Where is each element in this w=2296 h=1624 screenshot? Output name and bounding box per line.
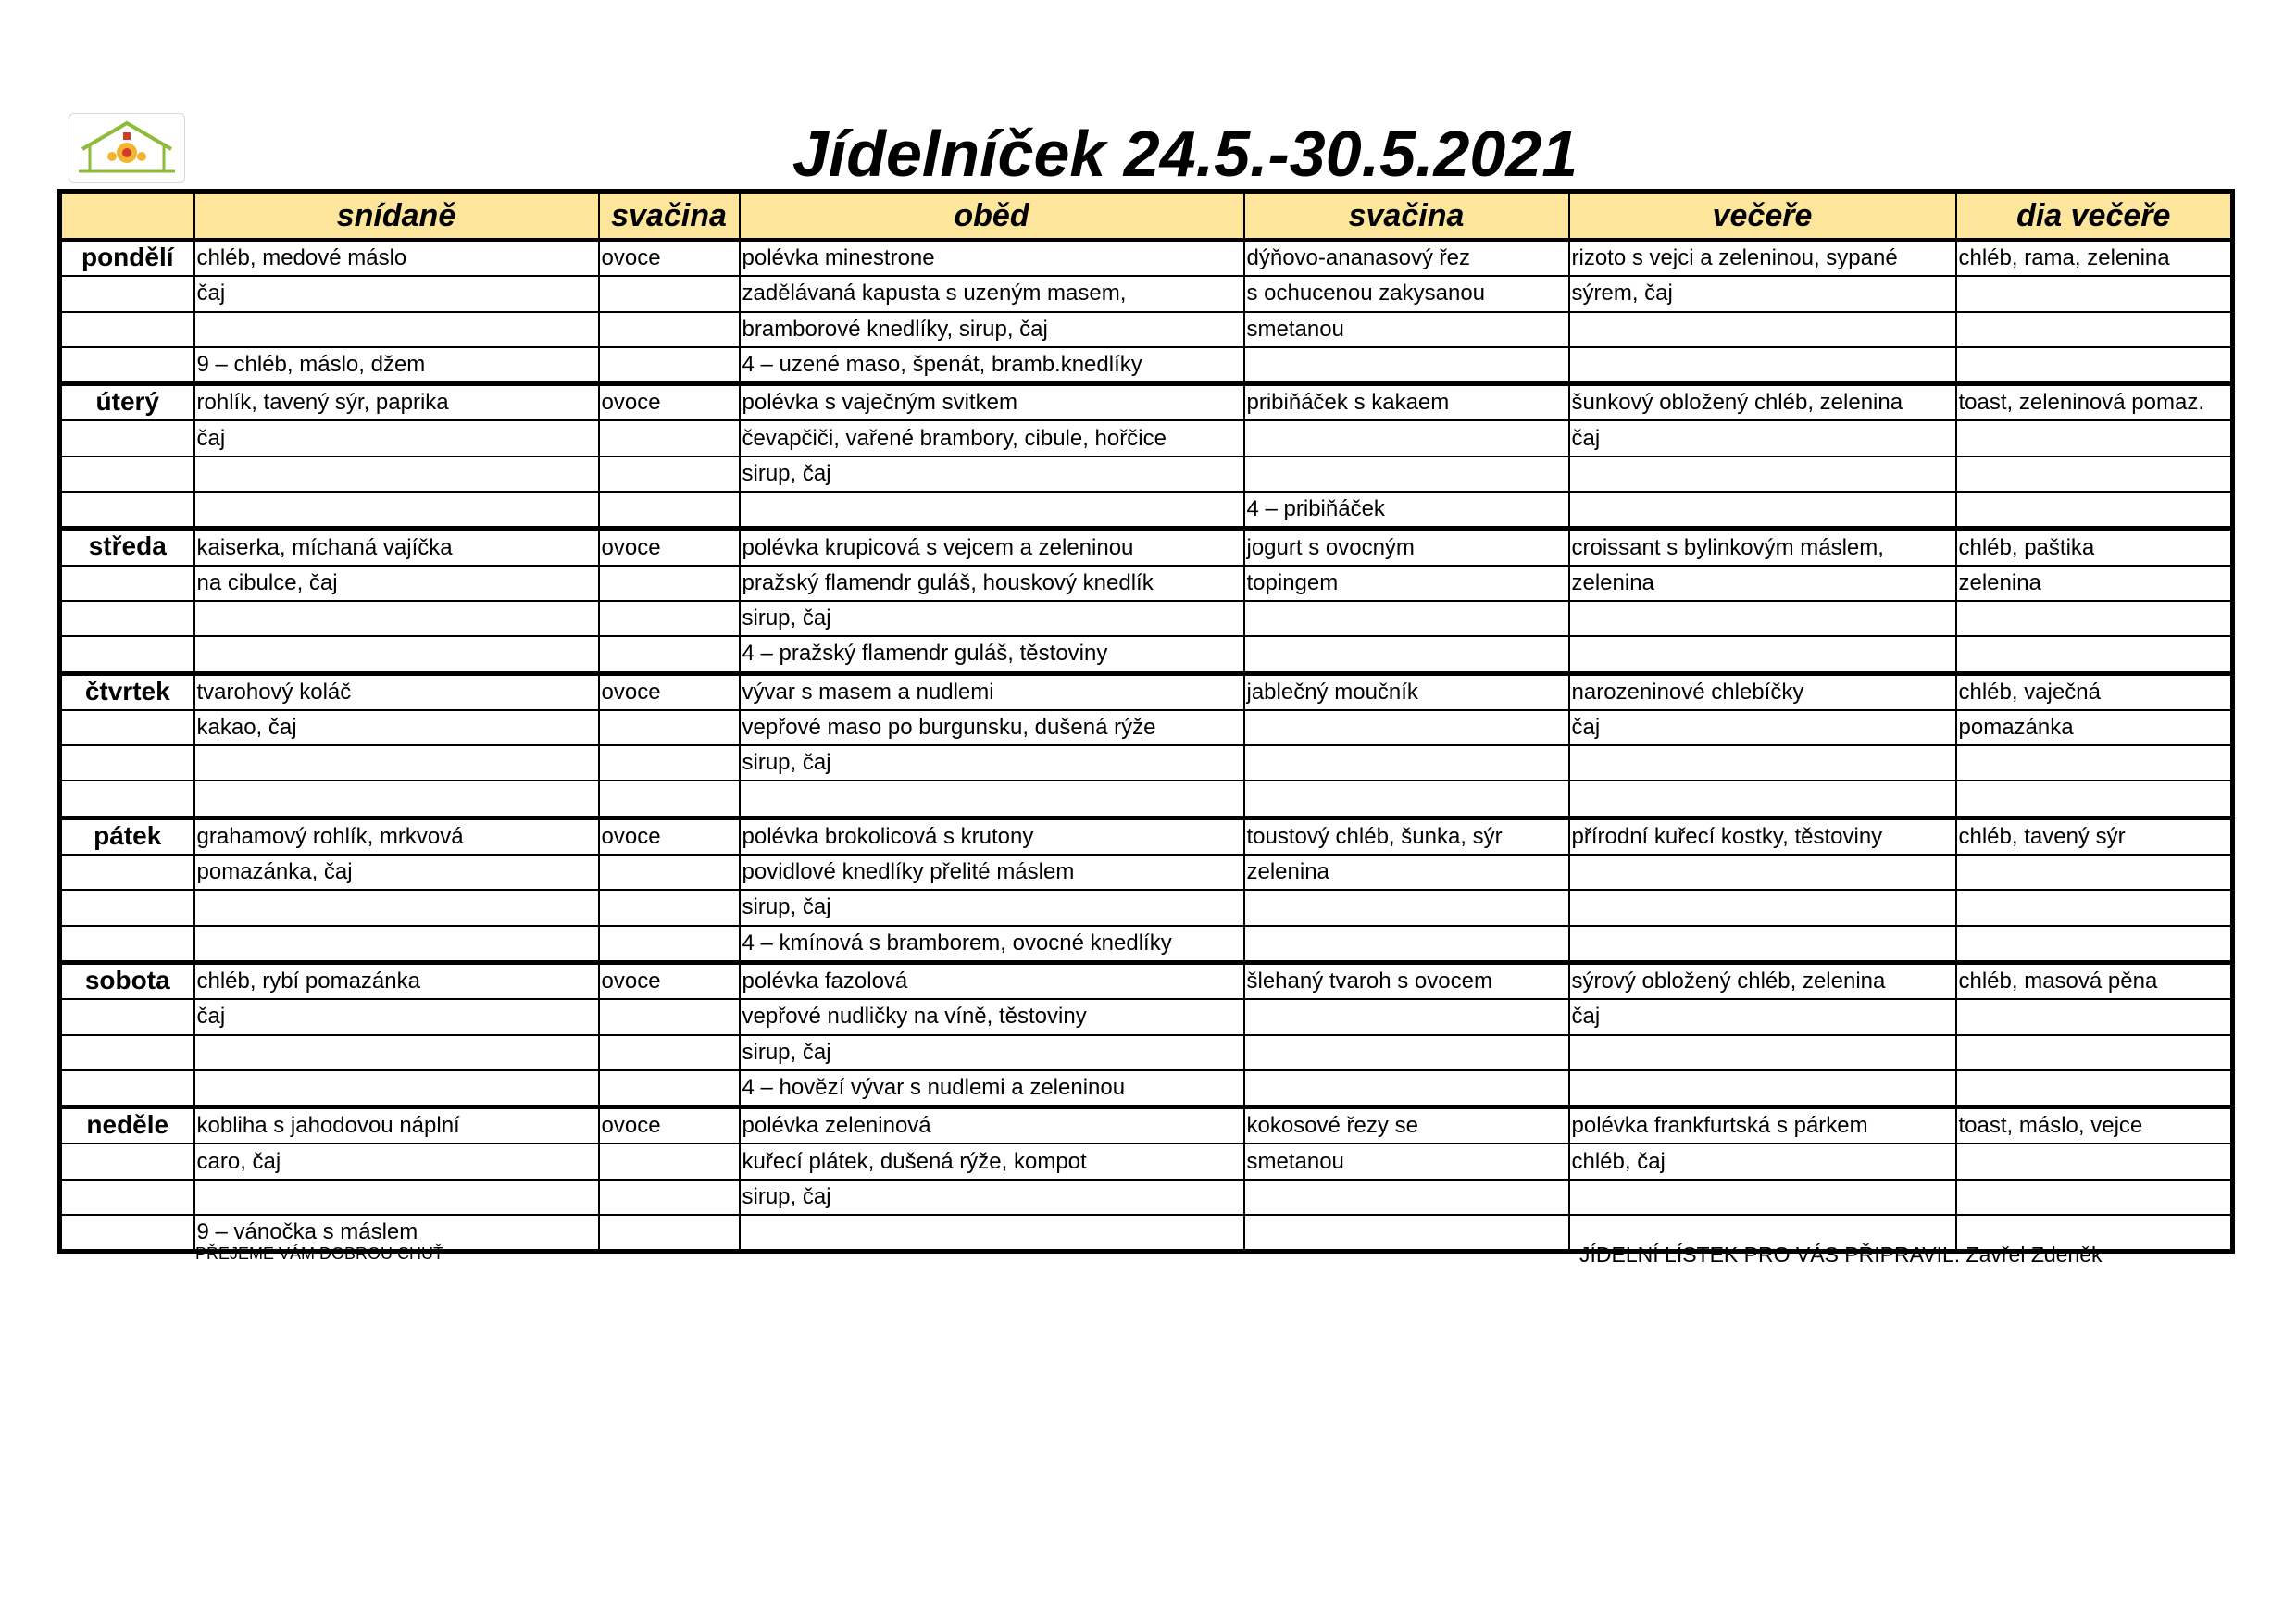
day-cell bbox=[60, 1070, 194, 1107]
meal-cell: chléb, paštika bbox=[1956, 529, 2233, 566]
day-cell bbox=[60, 1180, 194, 1215]
table-row bbox=[60, 781, 2233, 818]
meal-cell: kokosové řezy se bbox=[1244, 1107, 1569, 1144]
meal-cell: polévka fazolová bbox=[740, 962, 1244, 999]
meal-cell: čaj bbox=[1569, 999, 1956, 1034]
day-cell bbox=[60, 1143, 194, 1179]
meal-cell: sirup, čaj bbox=[740, 601, 1244, 636]
meal-cell: přírodní kuřecí kostky, těstoviny bbox=[1569, 818, 1956, 855]
column-header-day bbox=[60, 192, 194, 241]
day-cell bbox=[60, 312, 194, 347]
meal-cell: s ochucenou zakysanou bbox=[1244, 276, 1569, 311]
table-row bbox=[60, 745, 2233, 781]
meal-cell bbox=[599, 636, 740, 673]
meal-cell: 9 – vánočka s máslem bbox=[194, 1215, 599, 1252]
meal-cell: bramborové knedlíky, sirup, čaj bbox=[740, 312, 1244, 347]
meal-cell bbox=[1956, 926, 2233, 963]
meal-cell: čaj bbox=[194, 420, 599, 456]
meal-cell bbox=[1956, 276, 2233, 311]
meal-cell: ovoce bbox=[599, 1107, 740, 1144]
meal-cell bbox=[599, 492, 740, 529]
meal-cell bbox=[1569, 456, 1956, 492]
meal-cell: polévka zeleninová bbox=[740, 1107, 1244, 1144]
meal-cell bbox=[1569, 1035, 1956, 1070]
meal-cell bbox=[599, 456, 740, 492]
table-row bbox=[60, 890, 2233, 925]
table-row bbox=[60, 1180, 2233, 1215]
meal-cell bbox=[1569, 1070, 1956, 1107]
day-cell bbox=[60, 601, 194, 636]
meal-cell bbox=[599, 1215, 740, 1252]
meal-cell: grahamový rohlík, mrkvová bbox=[194, 818, 599, 855]
meal-cell bbox=[1244, 636, 1569, 673]
meal-cell bbox=[1244, 999, 1569, 1034]
meal-cell bbox=[1956, 745, 2233, 781]
meal-cell bbox=[599, 601, 740, 636]
meal-cell bbox=[599, 347, 740, 384]
meal-cell: 4 – kmínová s bramborem, ovocné knedlíky bbox=[740, 926, 1244, 963]
column-header-breakfast: snídaně bbox=[194, 192, 599, 241]
meal-cell: pražský flamendr guláš, houskový knedlík bbox=[740, 566, 1244, 601]
meal-cell: chléb, rama, zelenina bbox=[1956, 240, 2233, 276]
meal-cell bbox=[1244, 1035, 1569, 1070]
meal-plan-body bbox=[60, 240, 2233, 1252]
table-row bbox=[60, 818, 2233, 855]
meal-cell: pribiňáček s kakaem bbox=[1244, 384, 1569, 421]
day-cell bbox=[60, 999, 194, 1034]
meal-cell bbox=[1244, 745, 1569, 781]
meal-cell: sirup, čaj bbox=[740, 456, 1244, 492]
meal-cell bbox=[599, 1180, 740, 1215]
day-cell bbox=[60, 1035, 194, 1070]
meal-cell: chléb, tavený sýr bbox=[1956, 818, 2233, 855]
meal-cell bbox=[1956, 999, 2233, 1034]
meal-cell: sýrem, čaj bbox=[1569, 276, 1956, 311]
meal-cell: 4 – pribiňáček bbox=[1244, 492, 1569, 529]
meal-cell bbox=[1244, 601, 1569, 636]
meal-cell bbox=[1956, 347, 2233, 384]
meal-cell: toast, zeleninová pomaz. bbox=[1956, 384, 2233, 421]
meal-cell bbox=[1569, 1180, 1956, 1215]
meal-cell bbox=[1956, 890, 2233, 925]
meal-cell bbox=[194, 781, 599, 818]
table-row bbox=[60, 926, 2233, 963]
meal-cell: croissant s bylinkovým máslem, bbox=[1569, 529, 1956, 566]
meal-cell bbox=[194, 456, 599, 492]
meal-cell bbox=[1244, 890, 1569, 925]
meal-cell bbox=[1244, 926, 1569, 963]
meal-cell bbox=[1956, 855, 2233, 890]
meal-cell bbox=[599, 276, 740, 311]
day-cell bbox=[60, 926, 194, 963]
meal-cell bbox=[1244, 347, 1569, 384]
meal-cell: zelenina bbox=[1569, 566, 1956, 601]
meal-cell: zadělávaná kapusta s uzeným masem, bbox=[740, 276, 1244, 311]
meal-cell bbox=[1956, 781, 2233, 818]
meal-cell: smetanou bbox=[1244, 1143, 1569, 1179]
meal-cell: čevapčiči, vařené brambory, cibule, hořčice bbox=[740, 420, 1244, 456]
meal-cell: tvarohový koláč bbox=[194, 673, 599, 710]
table-row bbox=[60, 529, 2233, 566]
meal-cell bbox=[1244, 781, 1569, 818]
meal-cell: toustový chléb, šunka, sýr bbox=[1244, 818, 1569, 855]
meal-cell bbox=[194, 1180, 599, 1215]
table-row bbox=[60, 673, 2233, 710]
meal-cell bbox=[599, 781, 740, 818]
meal-cell: kaiserka, míchaná vajíčka bbox=[194, 529, 599, 566]
meal-cell: toast, máslo, vejce bbox=[1956, 1107, 2233, 1144]
meal-cell: zelenina bbox=[1956, 566, 2233, 601]
meal-cell: ovoce bbox=[599, 962, 740, 999]
meal-cell bbox=[1956, 1070, 2233, 1107]
footer-greeting: PŘEJEME VÁM DOBROU CHUŤ bbox=[195, 1244, 444, 1263]
meal-cell bbox=[1569, 926, 1956, 963]
meal-cell: čaj bbox=[194, 276, 599, 311]
meal-cell: polévka s vaječným svitkem bbox=[740, 384, 1244, 421]
meal-cell: zelenina bbox=[1244, 855, 1569, 890]
meal-cell bbox=[1569, 492, 1956, 529]
meal-cell: vepřové maso po burgunsku, dušená rýže bbox=[740, 710, 1244, 745]
meal-cell: povidlové knedlíky přelité máslem bbox=[740, 855, 1244, 890]
meal-cell: jogurt s ovocným bbox=[1244, 529, 1569, 566]
table-row bbox=[60, 601, 2233, 636]
meal-cell: dýňovo-ananasový řez bbox=[1244, 240, 1569, 276]
column-header-diabetic-dinner: dia večeře bbox=[1956, 192, 2233, 241]
meal-cell bbox=[194, 1035, 599, 1070]
day-name: čtvrtek bbox=[60, 673, 194, 710]
table-row bbox=[60, 999, 2233, 1034]
meal-cell bbox=[194, 312, 599, 347]
meal-cell: vepřové nudličky na víně, těstoviny bbox=[740, 999, 1244, 1034]
meal-cell bbox=[1956, 420, 2233, 456]
meal-cell: 9 – chléb, máslo, džem bbox=[194, 347, 599, 384]
meal-cell bbox=[1956, 492, 2233, 529]
meal-cell: rizoto s vejci a zeleninou, sypané bbox=[1569, 240, 1956, 276]
meal-cell bbox=[1244, 1215, 1569, 1252]
day-cell bbox=[60, 855, 194, 890]
meal-cell bbox=[1569, 636, 1956, 673]
meal-cell bbox=[1956, 1035, 2233, 1070]
day-name: úterý bbox=[60, 384, 194, 421]
meal-cell bbox=[1569, 347, 1956, 384]
meal-cell: 4 – pražský flamendr guláš, těstoviny bbox=[740, 636, 1244, 673]
meal-cell bbox=[194, 745, 599, 781]
meal-cell: chléb, čaj bbox=[1569, 1143, 1956, 1179]
table-row bbox=[60, 347, 2233, 384]
meal-cell: polévka krupicová s vejcem a zeleninou bbox=[740, 529, 1244, 566]
day-cell bbox=[60, 566, 194, 601]
meal-cell: chléb, vaječná bbox=[1956, 673, 2233, 710]
table-row bbox=[60, 566, 2233, 601]
meal-cell: caro, čaj bbox=[194, 1143, 599, 1179]
meal-cell: smetanou bbox=[1244, 312, 1569, 347]
table-row bbox=[60, 384, 2233, 421]
meal-cell: ovoce bbox=[599, 818, 740, 855]
table-row bbox=[60, 240, 2233, 276]
day-name: neděle bbox=[60, 1107, 194, 1144]
meal-cell bbox=[1956, 312, 2233, 347]
day-name: pátek bbox=[60, 818, 194, 855]
meal-cell bbox=[1956, 636, 2233, 673]
meal-cell bbox=[599, 999, 740, 1034]
column-header-morning-snack: svačina bbox=[599, 192, 740, 241]
meal-cell: 4 – uzené maso, špenát, bramb.knedlíky bbox=[740, 347, 1244, 384]
meal-cell: vývar s masem a nudlemi bbox=[740, 673, 1244, 710]
meal-cell: sirup, čaj bbox=[740, 1035, 1244, 1070]
meal-cell bbox=[599, 1035, 740, 1070]
meal-cell bbox=[194, 890, 599, 925]
meal-cell bbox=[1569, 890, 1956, 925]
table-row bbox=[60, 636, 2233, 673]
meal-cell: ovoce bbox=[599, 673, 740, 710]
meal-cell: topingem bbox=[1244, 566, 1569, 601]
meal-cell bbox=[1956, 1143, 2233, 1179]
table-row bbox=[60, 456, 2233, 492]
meal-cell bbox=[599, 745, 740, 781]
meal-cell: narozeninové chlebíčky bbox=[1569, 673, 1956, 710]
meal-cell: rohlík, tavený sýr, paprika bbox=[194, 384, 599, 421]
meal-cell bbox=[1569, 781, 1956, 818]
meal-cell bbox=[1569, 745, 1956, 781]
meal-cell bbox=[1569, 312, 1956, 347]
day-name: sobota bbox=[60, 962, 194, 999]
meal-cell: ovoce bbox=[599, 240, 740, 276]
header-row bbox=[60, 192, 2233, 241]
meal-cell bbox=[1569, 601, 1956, 636]
table-row bbox=[60, 1143, 2233, 1179]
meal-cell bbox=[194, 636, 599, 673]
meal-cell bbox=[1956, 456, 2233, 492]
table-row bbox=[60, 1035, 2233, 1070]
meal-cell: čaj bbox=[1569, 420, 1956, 456]
meal-cell bbox=[1956, 601, 2233, 636]
meal-cell bbox=[599, 1070, 740, 1107]
meal-cell bbox=[599, 890, 740, 925]
table-row bbox=[60, 420, 2233, 456]
meal-cell: šlehaný tvaroh s ovocem bbox=[1244, 962, 1569, 999]
table-row bbox=[60, 710, 2233, 745]
meal-cell: sirup, čaj bbox=[740, 1180, 1244, 1215]
meal-cell bbox=[194, 601, 599, 636]
meal-cell bbox=[194, 1070, 599, 1107]
meal-cell: sirup, čaj bbox=[740, 890, 1244, 925]
meal-cell: chléb, medové máslo bbox=[194, 240, 599, 276]
day-cell bbox=[60, 1215, 194, 1252]
meal-plan-table bbox=[57, 189, 2235, 1254]
day-cell bbox=[60, 456, 194, 492]
meal-cell bbox=[599, 566, 740, 601]
meal-cell bbox=[599, 855, 740, 890]
meal-cell: 4 – hovězí vývar s nudlemi a zeleninou bbox=[740, 1070, 1244, 1107]
meal-cell bbox=[599, 1143, 740, 1179]
footer-author: JÍDELNÍ LÍSTEK PRO VÁS PŘIPRAVIL: Zavřel Zdeněk bbox=[1579, 1243, 2103, 1267]
meal-cell: čaj bbox=[1569, 710, 1956, 745]
meal-cell bbox=[194, 926, 599, 963]
meal-cell: chléb, rybí pomazánka bbox=[194, 962, 599, 999]
meal-cell bbox=[599, 312, 740, 347]
meal-cell bbox=[599, 420, 740, 456]
meal-cell bbox=[1244, 456, 1569, 492]
meal-cell: šunkový obložený chléb, zelenina bbox=[1569, 384, 1956, 421]
meal-cell: kuřecí plátek, dušená rýže, kompot bbox=[740, 1143, 1244, 1179]
day-cell bbox=[60, 710, 194, 745]
meal-cell: ovoce bbox=[599, 384, 740, 421]
meal-cell bbox=[599, 926, 740, 963]
meal-cell bbox=[1244, 420, 1569, 456]
meal-cell: pomazánka, čaj bbox=[194, 855, 599, 890]
page-title: Jídelníček 24.5.-30.5.2021 bbox=[792, 118, 1578, 190]
meal-cell: pomazánka bbox=[1956, 710, 2233, 745]
table-row bbox=[60, 492, 2233, 529]
meal-cell bbox=[1569, 855, 1956, 890]
meal-cell: polévka minestrone bbox=[740, 240, 1244, 276]
table-row bbox=[60, 312, 2233, 347]
meal-cell: ovoce bbox=[599, 529, 740, 566]
day-name: pondělí bbox=[60, 240, 194, 276]
meal-cell bbox=[1244, 1070, 1569, 1107]
day-name: středa bbox=[60, 529, 194, 566]
day-cell bbox=[60, 745, 194, 781]
meal-cell: polévka brokolicová s krutony bbox=[740, 818, 1244, 855]
column-header-afternoon-snack: svačina bbox=[1244, 192, 1569, 241]
meal-cell: kakao, čaj bbox=[194, 710, 599, 745]
meal-cell bbox=[1244, 1180, 1569, 1215]
meal-cell: chléb, masová pěna bbox=[1956, 962, 2233, 999]
meal-cell bbox=[194, 492, 599, 529]
table-row bbox=[60, 962, 2233, 999]
meal-cell bbox=[740, 1215, 1244, 1252]
meal-cell: kobliha s jahodovou náplní bbox=[194, 1107, 599, 1144]
meal-cell: polévka frankfurtská s párkem bbox=[1569, 1107, 1956, 1144]
day-cell bbox=[60, 347, 194, 384]
meal-cell bbox=[740, 492, 1244, 529]
meal-cell bbox=[1244, 710, 1569, 745]
meal-cell bbox=[1956, 1180, 2233, 1215]
meal-cell: čaj bbox=[194, 999, 599, 1034]
day-cell bbox=[60, 890, 194, 925]
column-header-dinner: večeře bbox=[1569, 192, 1956, 241]
table-row bbox=[60, 1107, 2233, 1144]
day-cell bbox=[60, 636, 194, 673]
day-cell bbox=[60, 276, 194, 311]
day-cell bbox=[60, 492, 194, 529]
meal-cell bbox=[740, 781, 1244, 818]
day-cell bbox=[60, 781, 194, 818]
day-cell bbox=[60, 420, 194, 456]
meal-cell: sýrový obložený chléb, zelenina bbox=[1569, 962, 1956, 999]
table-row bbox=[60, 1070, 2233, 1107]
table-row bbox=[60, 855, 2233, 890]
meal-cell bbox=[599, 710, 740, 745]
meal-cell: jablečný moučník bbox=[1244, 673, 1569, 710]
meal-cell: sirup, čaj bbox=[740, 745, 1244, 781]
table-row bbox=[60, 276, 2233, 311]
column-header-lunch: oběd bbox=[740, 192, 1244, 241]
meal-cell: na cibulce, čaj bbox=[194, 566, 599, 601]
